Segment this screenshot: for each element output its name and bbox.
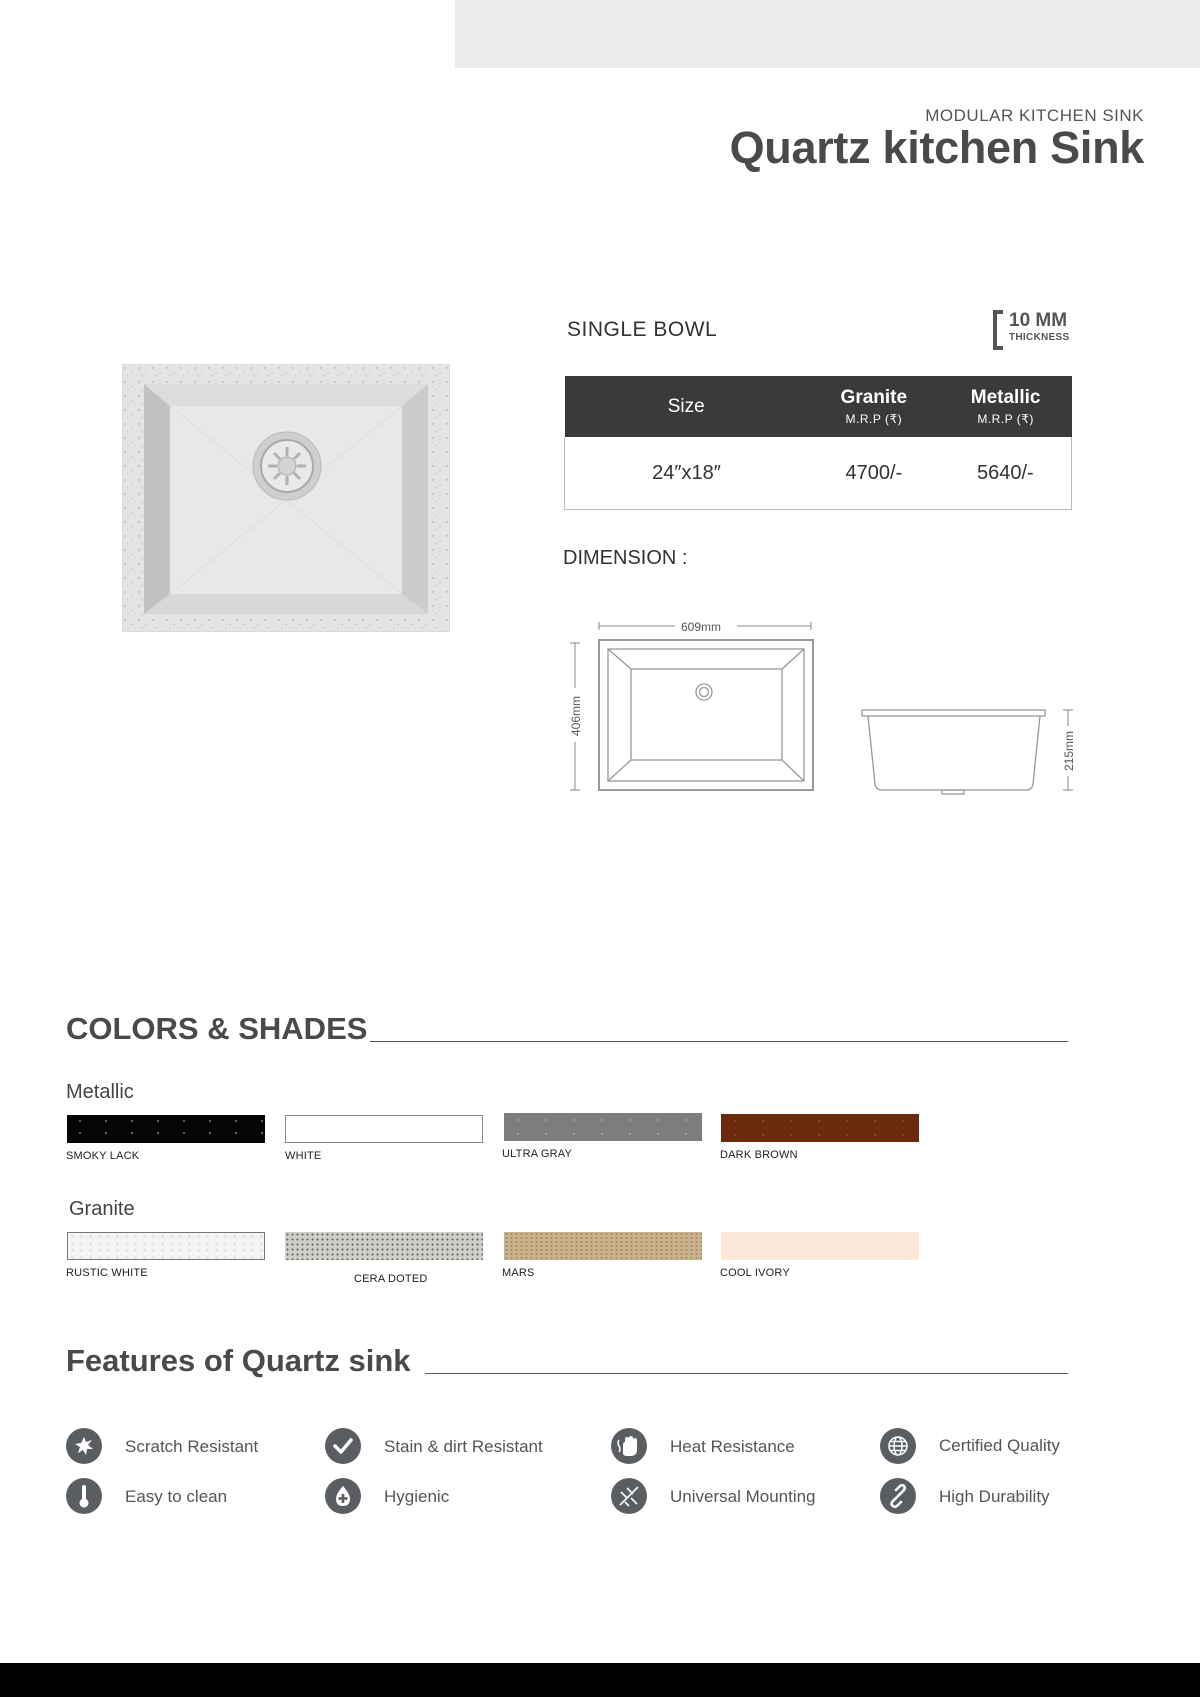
cell-size: 24″x18″ [652,461,721,484]
feature-label-universal-mounting: Universal Mounting [670,1487,816,1506]
plus-drop-icon [325,1478,361,1514]
colors-heading-rule [370,1041,1068,1042]
thickness-badge [993,310,1073,346]
feature-label-high-durability: High Durability [939,1487,1050,1506]
header-size [565,376,808,437]
swatch-name-mars: MARS [502,1267,535,1279]
swatch-name-white: WHITE [285,1150,322,1162]
feature-label-stain-resistant: Stain & dirt Resistant [384,1437,543,1456]
swatch-cool-ivory [721,1232,919,1260]
mounting-icon [611,1478,647,1514]
swatch-smoky-lack [67,1115,265,1143]
top-band [455,0,1200,68]
granite-group-label: Granite [69,1198,135,1220]
cell-granite-price: 4700/- [845,461,903,484]
swatch-name-rustic-white: RUSTIC WHITE [66,1267,148,1279]
header-metallic-sub: M.R.P (₹) [977,412,1034,426]
header-granite-sub: M.R.P (₹) [845,412,903,426]
feature-label-certified-quality: Certified Quality [939,1436,1060,1455]
thickness-value: 10 MM [1009,310,1068,331]
swatch-name-dark-brown: DARK BROWN [720,1149,798,1161]
heat-hand-icon [611,1428,647,1464]
bowl-type-label: SINGLE BOWL [567,318,718,341]
swatch-ultra-gray [504,1113,702,1141]
sink-top-outline [599,640,813,790]
swatch-name-ultra-gray: ULTRA GRAY [502,1148,573,1160]
bottom-band [0,1663,1200,1697]
price-table-header [565,376,1072,437]
thickness-bracket [993,310,1003,350]
swatch-name-cera-doted: CERA DOTED [354,1273,428,1285]
features-heading: Features of Quartz sink [66,1343,411,1378]
feature-label-scratch-resistant: Scratch Resistant [125,1437,259,1456]
price-table [564,376,1072,510]
check-icon [325,1428,361,1464]
swatch-name-smoky-lack: SMOKY LACK [66,1150,140,1162]
page-subtitle: MODULAR KITCHEN SINK [925,106,1144,125]
header-granite-label: Granite [840,387,908,408]
dimension-label: DIMENSION : [563,547,688,569]
link-icon [880,1478,916,1514]
metallic-group-label: Metallic [66,1081,134,1103]
swatch-mars [504,1232,702,1260]
features-heading-rule [425,1373,1068,1374]
header-metallic-label: Metallic [970,387,1041,408]
header-metallic [940,376,1072,437]
scratch-icon [66,1428,102,1464]
globe-icon [880,1428,916,1464]
swatch-name-cool-ivory: COOL IVORY [720,1267,790,1279]
thermometer-icon [66,1478,102,1514]
table-row [565,437,1072,510]
feature-label-hygienic: Hygienic [384,1487,450,1506]
swatch-white [285,1115,483,1143]
header-granite [808,376,940,437]
page-title: Quartz kitchen Sink [729,122,1144,173]
height-label: 215mm [1062,730,1076,772]
swatch-rustic-white [67,1232,265,1260]
swatch-dark-brown [721,1114,919,1142]
sink-product-image [122,364,450,632]
feature-label-heat-resistance: Heat Resistance [670,1437,795,1456]
cell-metallic-price: 5640/- [976,461,1034,484]
thickness-label: THICKNESS [1009,332,1070,343]
depth-label: 406mm [569,695,583,737]
dimension-drawing [560,610,1080,810]
colors-heading: COLORS & SHADES [66,1011,368,1046]
swatch-cera-doted [285,1232,483,1260]
width-label: 609mm [680,620,722,634]
feature-label-easy-to-clean: Easy to clean [125,1487,228,1506]
sink-side-outline [862,710,1045,794]
header-size-label: Size [667,395,705,417]
